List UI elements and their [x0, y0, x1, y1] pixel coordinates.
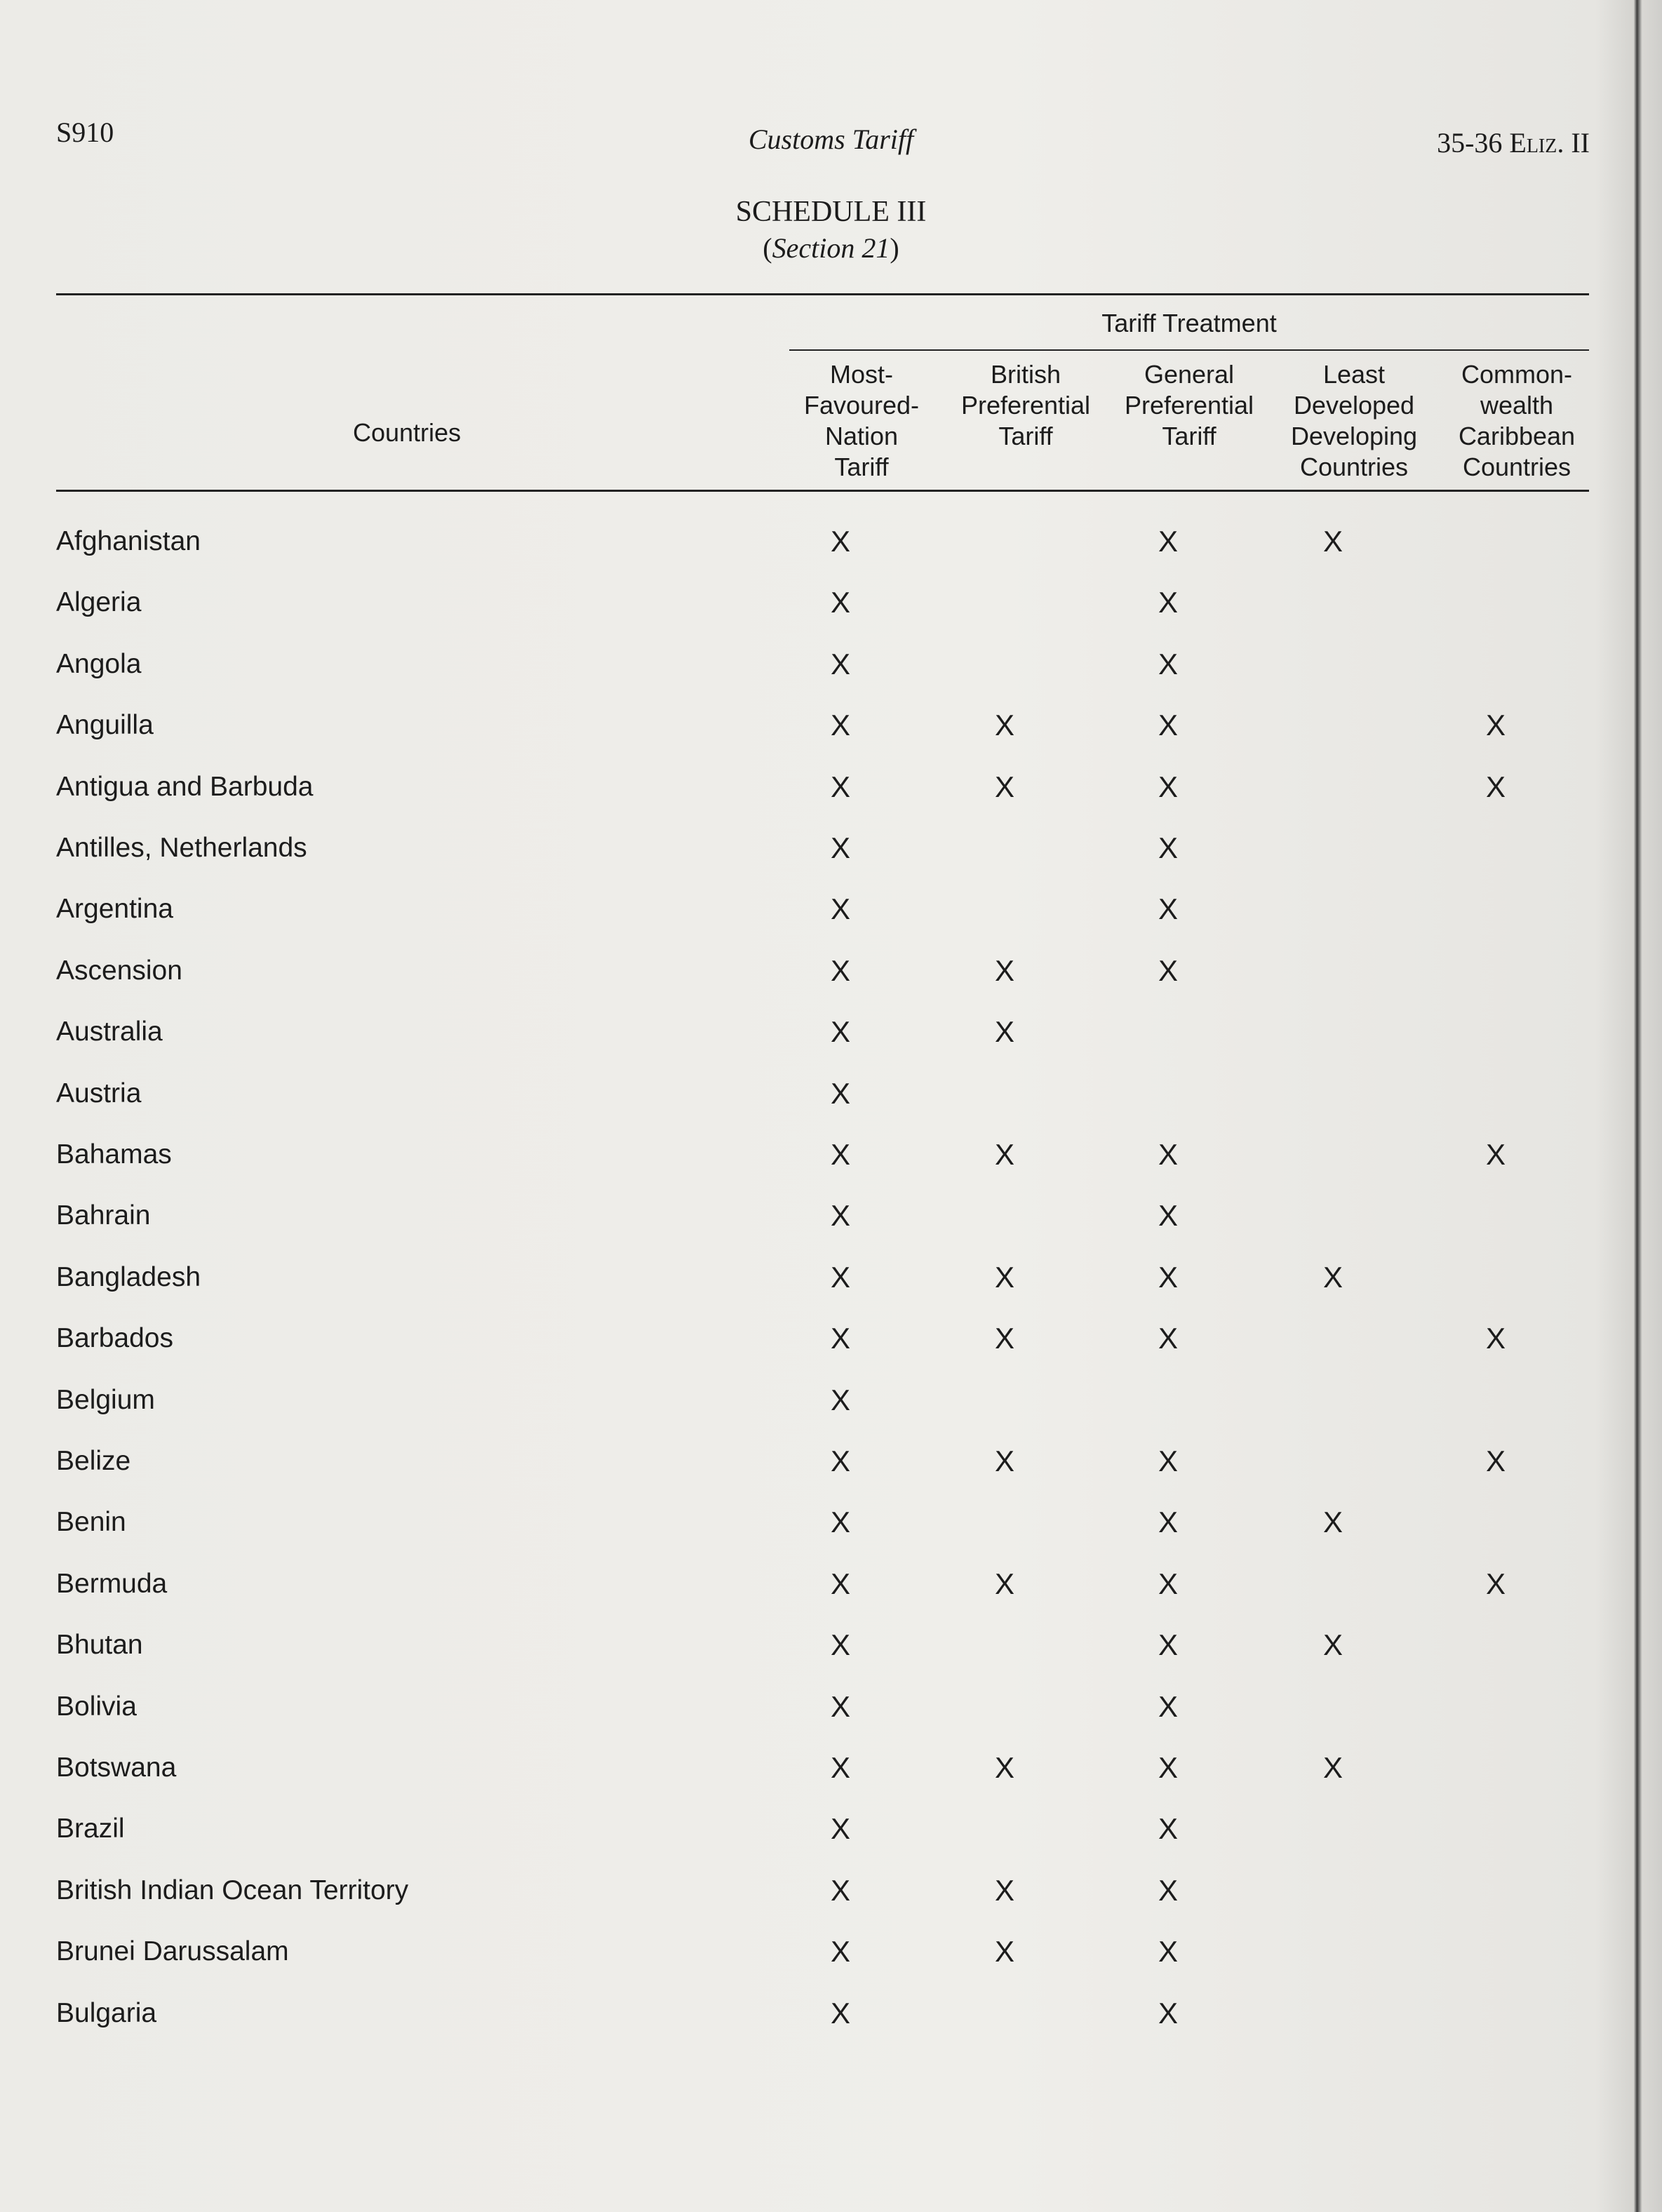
country-name: Bhutan [56, 1630, 143, 1661]
tariff-mark: X [830, 1076, 850, 1110]
table-row [0, 1260, 1662, 1321]
table-row [0, 585, 1662, 646]
tariff-mark: X [1158, 831, 1178, 864]
tariff-mark: X [830, 586, 850, 619]
country-name: Antilles, Netherlands [56, 833, 307, 863]
table-row [0, 1137, 1662, 1198]
tariff-mark: X [1158, 1199, 1178, 1233]
tariff-mark: X [1158, 1873, 1178, 1907]
country-name: Brunei Darussalam [56, 1936, 289, 1967]
tariff-mark: X [1158, 647, 1178, 681]
country-name: Anguilla [56, 710, 154, 741]
tariff-mark: X [1322, 1506, 1343, 1539]
table-row [0, 1014, 1662, 1075]
tariff-mark: X [1322, 1751, 1343, 1784]
table-row [0, 1628, 1662, 1689]
tariff-mark: X [1158, 1996, 1178, 2030]
table-row [0, 1321, 1662, 1382]
country-name: Bulgaria [56, 1997, 157, 2028]
table-row [0, 1996, 1662, 2057]
tariff-mark: X [1322, 1260, 1343, 1294]
tariff-mark: X [830, 1015, 850, 1049]
table-header-rule [56, 490, 1589, 492]
tariff-mark: X [994, 1751, 1014, 1784]
table-row [0, 1811, 1662, 1872]
tariff-mark: X [994, 1015, 1014, 1049]
country-name: Antigua and Barbuda [56, 771, 314, 802]
tariff-mark: X [830, 647, 850, 681]
tariff-mark: X [830, 1567, 850, 1600]
tariff-mark: X [830, 1383, 850, 1416]
tariff-mark: X [830, 1689, 850, 1723]
tariff-mark: X [994, 1873, 1014, 1907]
country-name: Bahamas [56, 1139, 172, 1169]
tariff-mark: X [830, 1628, 850, 1662]
table-top-rule [56, 293, 1589, 295]
tariff-mark: X [1158, 586, 1178, 619]
column-header-general-preferential: General Preferential Tariff [1124, 360, 1254, 450]
tariff-mark: X [830, 1935, 850, 1969]
tariff-mark: X [994, 1567, 1014, 1600]
tariff-mark: X [1158, 1444, 1178, 1477]
country-name: Brazil [56, 1814, 125, 1844]
tariff-mark: X [1158, 770, 1178, 803]
tariff-mark: X [1158, 1506, 1178, 1539]
tariff-mark: X [1158, 1567, 1178, 1600]
tariff-mark: X [994, 953, 1014, 987]
table-row [0, 1750, 1662, 1811]
tariff-mark: X [1158, 1322, 1178, 1355]
table-row [0, 708, 1662, 769]
tariff-mark: X [830, 1812, 850, 1846]
table-row [0, 953, 1662, 1014]
tariff-mark: X [1158, 1689, 1178, 1723]
tariff-mark: X [830, 1138, 850, 1171]
country-name: Bangladesh [56, 1261, 201, 1292]
table-row [0, 1076, 1662, 1137]
column-header-british-preferential: British Preferential Tariff [960, 360, 1091, 450]
country-name: Angola [56, 648, 142, 679]
tariff-mark: X [1322, 1628, 1343, 1662]
country-name: Ascension [56, 955, 182, 986]
tariff-treatment-rule [789, 349, 1589, 351]
table-row [0, 1198, 1662, 1259]
table-row [0, 1567, 1662, 1628]
country-name: Afghanistan [56, 526, 201, 556]
countries-column-header: Countries [352, 418, 462, 447]
tariff-mark: X [830, 709, 850, 742]
schedule-title: SCHEDULE III [735, 196, 927, 228]
country-name: Bolivia [56, 1691, 137, 1722]
table-row [0, 1873, 1662, 1934]
tariff-mark: X [830, 1996, 850, 2030]
running-title: Customs Tariff [748, 123, 914, 155]
country-name: Algeria [56, 587, 142, 618]
tariff-mark: X [1485, 1567, 1506, 1600]
tariff-mark: X [1158, 1628, 1178, 1662]
country-name: Belgium [56, 1384, 155, 1415]
tariff-mark: X [1158, 709, 1178, 742]
country-name: British Indian Ocean Territory [56, 1875, 409, 1905]
country-name: Argentina [56, 894, 173, 925]
tariff-mark: X [1485, 1138, 1506, 1171]
country-name: Benin [56, 1507, 126, 1538]
table-row [0, 1505, 1662, 1566]
tariff-mark: X [994, 770, 1014, 803]
tariff-mark: X [830, 1506, 850, 1539]
tariff-mark: X [1158, 1935, 1178, 1969]
table-row [0, 892, 1662, 953]
tariff-mark: X [1158, 1812, 1178, 1846]
tariff-mark: X [830, 953, 850, 987]
tariff-mark: X [994, 1322, 1014, 1355]
tariff-mark: X [1158, 953, 1178, 987]
country-name: Bermuda [56, 1568, 168, 1599]
table-row [0, 524, 1662, 585]
tariff-mark: X [1485, 770, 1506, 803]
tariff-mark: X [830, 1444, 850, 1477]
country-name: Austria [56, 1078, 142, 1108]
country-name: Australia [56, 1017, 163, 1047]
tariff-mark: X [1158, 1138, 1178, 1171]
tariff-mark: X [994, 709, 1014, 742]
table-row [0, 1689, 1662, 1750]
country-name: Barbados [56, 1323, 173, 1354]
column-header-commonwealth-caribbean: Common- wealth Caribbean Countries [1458, 360, 1576, 481]
tariff-mark: X [994, 1260, 1014, 1294]
tariff-mark: X [830, 1751, 850, 1784]
tariff-mark: X [830, 1873, 850, 1907]
tariff-mark: X [830, 770, 850, 803]
regnal-year: 35-36 Eliz. II [1437, 127, 1590, 159]
tariff-mark: X [830, 831, 850, 864]
country-name: Bahrain [56, 1200, 151, 1231]
tariff-mark: X [1485, 709, 1506, 742]
column-header-least-developed: Least Developed Developing Countries [1290, 360, 1418, 481]
tariff-mark: X [830, 525, 850, 558]
table-row [0, 770, 1662, 831]
tariff-mark: X [994, 1138, 1014, 1171]
tariff-mark: X [830, 892, 850, 926]
tariff-mark: X [830, 1322, 850, 1355]
tariff-mark: X [994, 1935, 1014, 1969]
page-number: S910 [56, 116, 114, 148]
country-name: Botswana [56, 1752, 177, 1783]
tariff-mark: X [1158, 1751, 1178, 1784]
table-row [0, 1444, 1662, 1505]
column-header-mfn: Most- Favoured- Nation Tariff [803, 360, 920, 481]
table-row [0, 1383, 1662, 1444]
table-row [0, 647, 1662, 708]
schedule-section: (Section 21) [763, 232, 899, 264]
table-row [0, 1934, 1662, 1995]
tariff-mark: X [1485, 1444, 1506, 1477]
tariff-mark: X [1322, 525, 1343, 558]
tariff-mark: X [1158, 892, 1178, 926]
tariff-mark: X [830, 1199, 850, 1233]
tariff-mark: X [1485, 1322, 1506, 1355]
tariff-mark: X [830, 1260, 850, 1294]
tariff-mark: X [1158, 525, 1178, 558]
table-row [0, 831, 1662, 892]
tariff-mark: X [994, 1444, 1014, 1477]
country-name: Belize [56, 1446, 131, 1476]
tariff-treatment-header: Tariff Treatment [1101, 309, 1277, 337]
tariff-mark: X [1158, 1260, 1178, 1294]
